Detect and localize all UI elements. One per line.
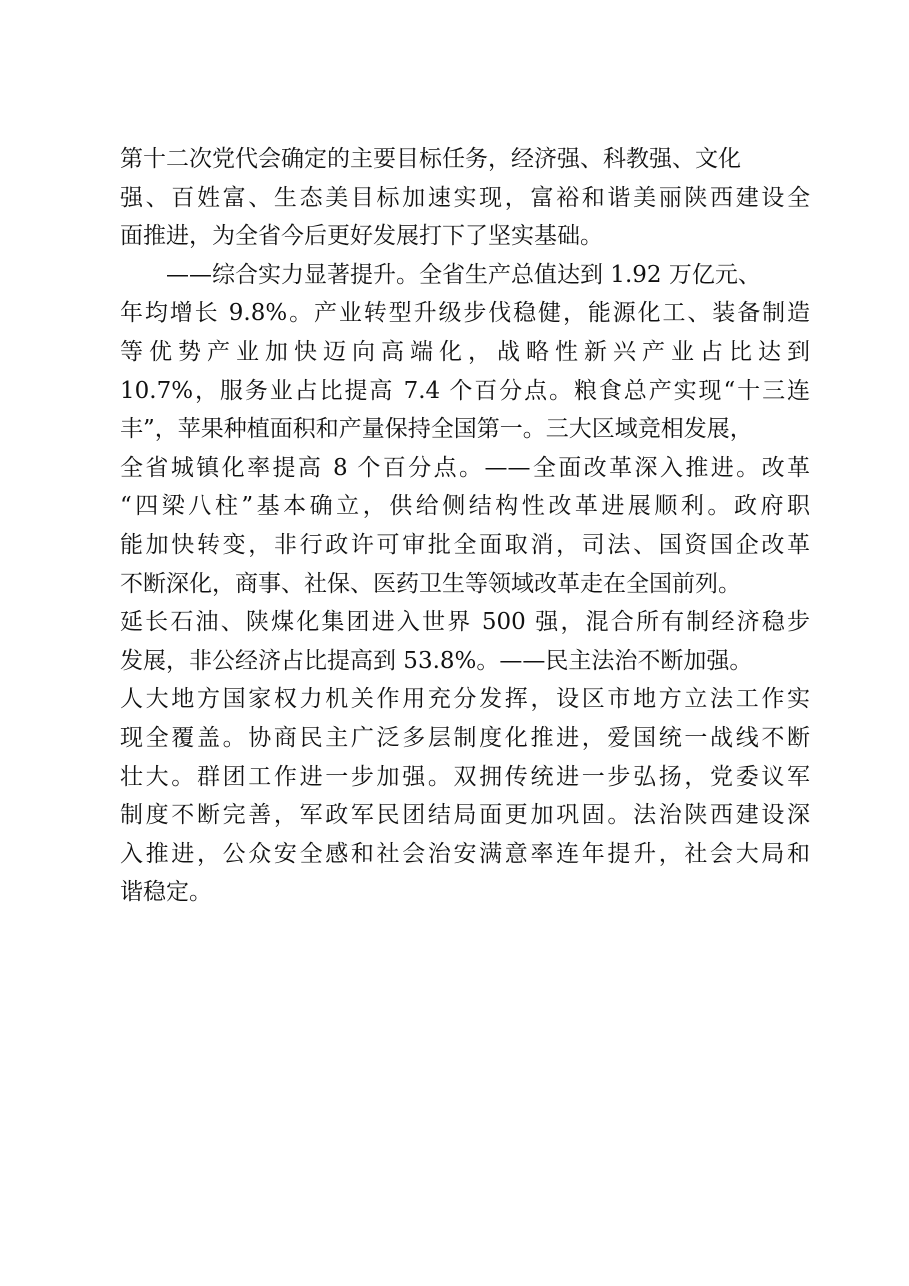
- text-line: 入推进，公众安全感和社会治安满意率连年提升，社会大局和: [120, 840, 810, 867]
- text-line: 壮大。群团工作进一步加强。双拥传统进一步弘扬，党委议军: [120, 763, 810, 790]
- text-line: 年均增长 9.8%。产业转型升级步伐稳健，能源化工、装备制造: [120, 300, 810, 327]
- text-line: 等优势产业加快迈向高端化，战略性新兴产业占比达到: [120, 338, 810, 365]
- text-line: 人大地方国家权力机关作用充分发挥，设区市地方立法工作实: [120, 686, 810, 713]
- text-line: 面推进，为全省今后更好发展打下了坚实基础。: [120, 223, 603, 250]
- text-line: 现全覆盖。协商民主广泛多层制度化推进，爱国统一战线不断: [120, 724, 810, 751]
- text-line: 丰”，苹果种植面积和产量保持全国第一。三大区域竞相发展，: [120, 416, 753, 443]
- text-line: ——综合实力显著提升。全省生产总值达到 1.92 万亿元、: [120, 261, 761, 288]
- text-line: 延长石油、陕煤化集团进入世界 500 强，混合所有制经济稳步: [120, 609, 810, 636]
- text-line: 制度不断完善，军政军民团结局面更加巩固。法治陕西建设深: [120, 802, 810, 829]
- text-line: 发展，非公经济占比提高到 53.8%。——民主法治不断加强。: [120, 647, 753, 674]
- text-line: 不断深化，商事、社保、医药卫生等领域改革走在全国前列。: [120, 570, 741, 597]
- text-line: “四梁八柱”基本确立，供给侧结构性改革进展顺利。政府职: [120, 493, 810, 520]
- text-line: 10.7%，服务业占比提高 7.4 个百分点。粮食总产实现“十三连: [120, 377, 810, 404]
- text-line: 强、百姓富、生态美目标加速实现，富裕和谐美丽陕西建设全: [120, 184, 810, 211]
- body-text: [120, 140, 810, 912]
- text-line: 谐稳定。: [120, 879, 212, 906]
- text-line: 第十二次党代会确定的主要目标任务，经济强、科教强、文化: [120, 146, 741, 172]
- text-line: 全省城镇化率提高 8 个百分点。——全面改革深入推进。改革: [120, 454, 810, 481]
- text-line: 能加快转变，非行政许可审批全面取消，司法、国资国企改革: [120, 531, 810, 558]
